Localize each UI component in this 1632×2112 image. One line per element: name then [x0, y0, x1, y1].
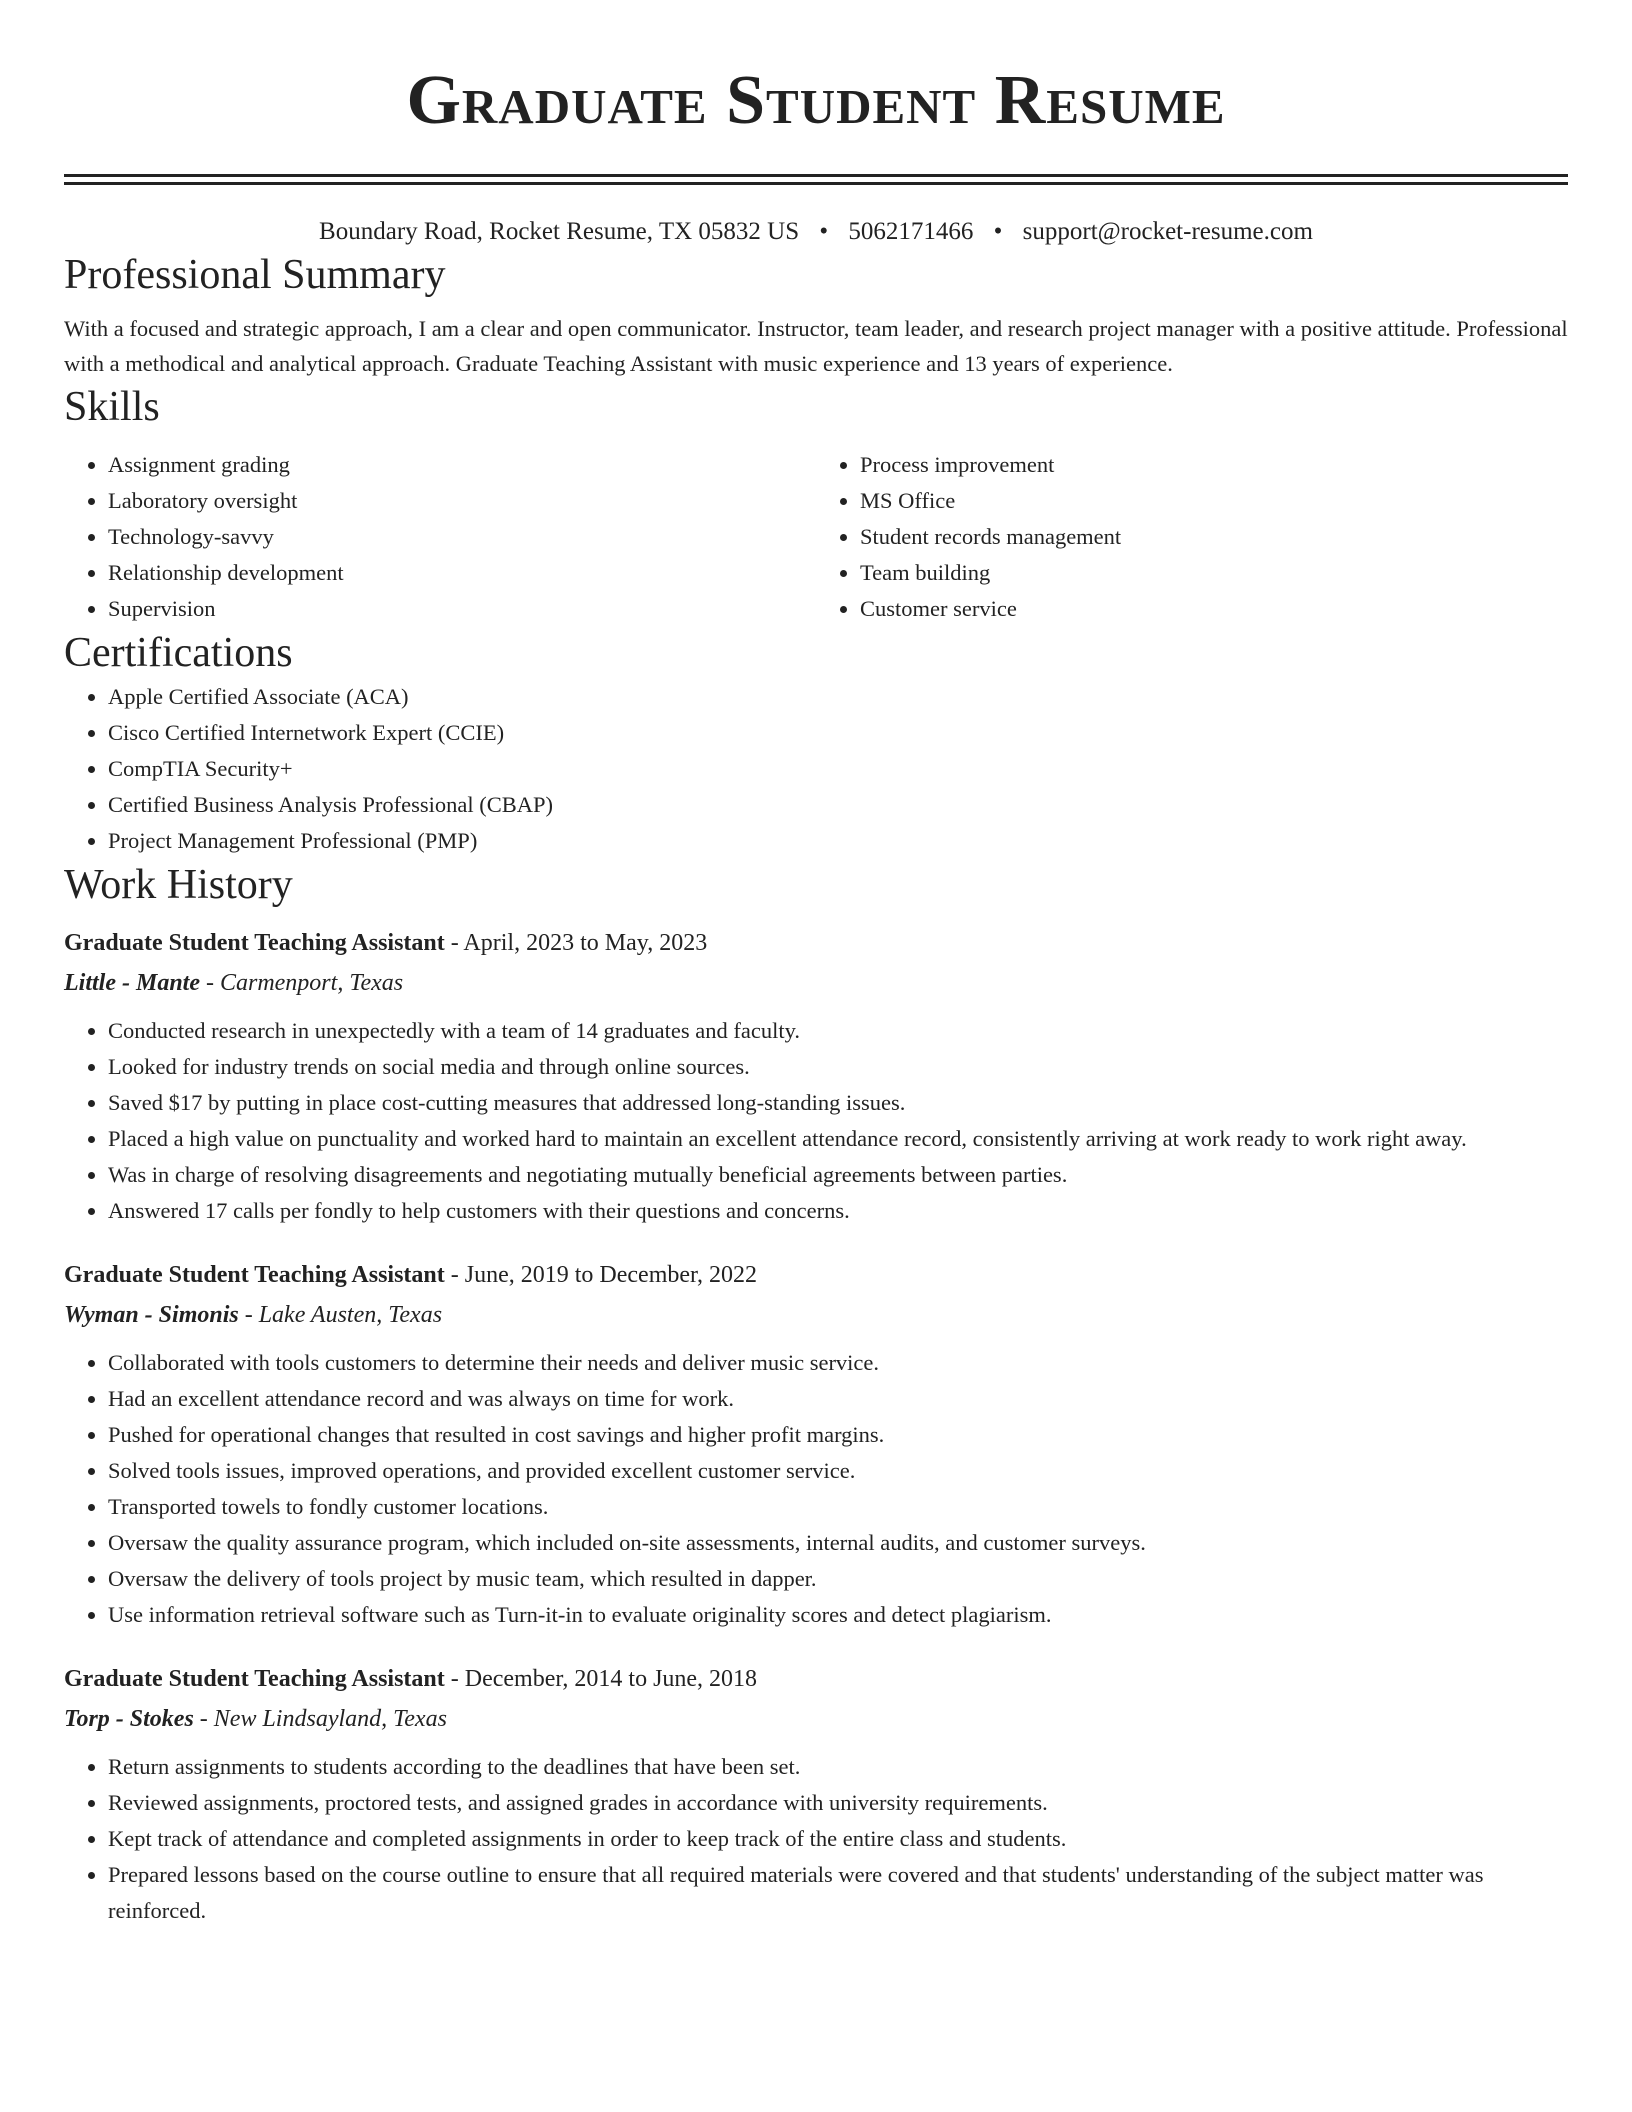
job-duty: • Transported towels to fondly customer locations. [108, 1489, 1568, 1525]
certification-item: • Cisco Certified Internetwork Expert (CCIE) [108, 715, 1568, 751]
job-company-line [64, 1699, 1568, 1739]
contact-address: Boundary Road, Rocket Resume, TX 05832 US [319, 218, 800, 245]
job-company: Little - Mante [64, 970, 200, 996]
job-duty: • Conducted research in unexpectedly with a team of 14 graduates and faculty. [108, 1013, 1568, 1049]
job-dates: - June, 2019 to December, 2022 [444, 1262, 758, 1288]
contact-separator: • [819, 218, 829, 245]
summary-text: With a focused and strategic approach, I am a clear and open communicator. Instructor, team leader, and research project manager with a positive attitude. Professional with a methodical and analytical approach. Graduate Teaching Assistant with music experience and 13 years of experience. [64, 316, 1568, 376]
job-duty: • Collaborated with tools customers to determine their needs and deliver music service. [108, 1345, 1568, 1381]
job-company-line [64, 963, 1568, 1003]
contact-phone: 5062171466 [848, 218, 974, 245]
job-title-line [64, 1255, 1568, 1295]
job-duty: • Placed a high value on punctuality and worked hard to maintain an excellent attendance record, consistently arriving at work ready to work right away. [108, 1121, 1568, 1157]
contact-line [64, 215, 1568, 249]
job-duty: • Solved tools issues, improved operations, and provided excellent customer service. [108, 1453, 1568, 1489]
skill-item: • Technology-savvy [108, 519, 816, 555]
job-duties-list [64, 1013, 1568, 1229]
title-double-rule [64, 174, 1568, 185]
skills-columns [64, 447, 1568, 627]
job-role: Graduate Student Teaching Assistant [64, 1262, 445, 1288]
job-dates: - December, 2014 to June, 2018 [444, 1666, 758, 1692]
job-entry [64, 1255, 1568, 1633]
skill-item: • Team building [860, 555, 1568, 591]
job-duty: • Was in charge of resolving disagreements and negotiating mutually beneficial agreements between parties. [108, 1157, 1568, 1193]
resume-title: Graduate Student Resume [406, 62, 1226, 139]
job-role: Graduate Student Teaching Assistant [64, 1666, 445, 1692]
certification-item: • Apple Certified Associate (ACA) [108, 679, 1568, 715]
skill-item: • Student records management [860, 519, 1568, 555]
skill-item: • Supervision [108, 591, 816, 627]
skill-item: • Assignment grading [108, 447, 816, 483]
job-title-line [64, 923, 1568, 963]
job-location: - New Lindsayland, Texas [193, 1706, 447, 1732]
job-duties-list [64, 1345, 1568, 1633]
job-duty: • Pushed for operational changes that resulted in cost savings and higher profit margins. [108, 1417, 1568, 1453]
job-title-line [64, 1659, 1568, 1699]
certifications-heading: Certifications [64, 630, 293, 676]
job-duties-list [64, 1749, 1568, 1929]
job-entry [64, 1659, 1568, 1929]
skill-item: • Relationship development [108, 555, 816, 591]
job-duty: • Oversaw the quality assurance program, which included on-site assessments, internal audits, and customer surveys. [108, 1525, 1568, 1561]
job-company-line [64, 1295, 1568, 1335]
job-location: - Carmenport, Texas [199, 970, 404, 996]
job-company: Torp - Stokes [64, 1706, 194, 1732]
contact-separator: • [993, 218, 1003, 245]
job-duty: • Oversaw the delivery of tools project by music team, which resulted in dapper. [108, 1561, 1568, 1597]
job-duty: • Answered 17 calls per fondly to help customers with their questions and concerns. [108, 1193, 1568, 1229]
certification-item: • Project Management Professional (PMP) [108, 823, 1568, 859]
job-duty: • Saved $17 by putting in place cost-cutting measures that addressed long-standing issues. [108, 1085, 1568, 1121]
summary-heading: Professional Summary [64, 252, 446, 298]
job-location: - Lake Austen, Texas [238, 1302, 443, 1328]
contact-email: support@rocket-resume.com [1022, 218, 1313, 245]
job-duty: • Kept track of attendance and completed assignments in order to keep track of the entire class and students. [108, 1821, 1568, 1857]
job-duty: • Had an excellent attendance record and was always on time for work. [108, 1381, 1568, 1417]
certification-item: • Certified Business Analysis Professional (CBAP) [108, 787, 1568, 823]
skill-item: • MS Office [860, 483, 1568, 519]
job-duty: • Use information retrieval software such as Turn-it-in to evaluate originality scores and detect plagiarism. [108, 1597, 1568, 1633]
job-duty: • Reviewed assignments, proctored tests, and assigned grades in accordance with university requirements. [108, 1785, 1568, 1821]
certification-item: • CompTIA Security+ [108, 751, 1568, 787]
skills-list-right [816, 447, 1568, 627]
job-duty: • Return assignments to students according to the deadlines that have been set. [108, 1749, 1568, 1785]
job-company: Wyman - Simonis [64, 1302, 239, 1328]
job-entry [64, 923, 1568, 1229]
skill-item: • Customer service [860, 591, 1568, 627]
job-duty: • Looked for industry trends on social media and through online sources. [108, 1049, 1568, 1085]
skill-item: • Laboratory oversight [108, 483, 816, 519]
skills-list-left [64, 447, 816, 627]
job-duty: • Prepared lessons based on the course outline to ensure that all required materials were covered and that students' understanding of the subject matter was reinforced. [108, 1857, 1568, 1929]
job-dates: - April, 2023 to May, 2023 [444, 930, 708, 956]
certifications-list [64, 679, 1568, 859]
work-history-heading: Work History [64, 862, 293, 908]
skills-heading: Skills [64, 384, 160, 430]
job-role: Graduate Student Teaching Assistant [64, 930, 445, 956]
skill-item: • Process improvement [860, 447, 1568, 483]
